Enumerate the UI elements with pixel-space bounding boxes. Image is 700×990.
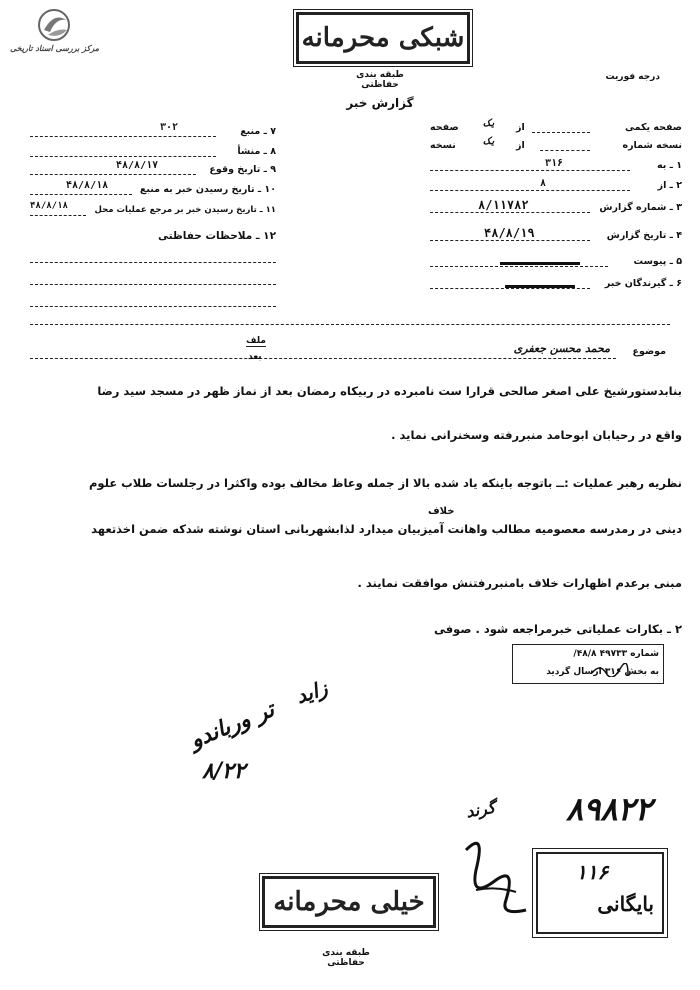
field-line [430, 212, 590, 213]
handwritten-note-2: تر ورباندو [186, 696, 278, 754]
scribble-icon [590, 663, 630, 677]
field-line [30, 194, 132, 195]
handwritten-number: ۸۹۸۲۲ [566, 790, 652, 828]
body-line-1: بنابدستورشیخ علی اصغر صالحی قرارا ست نامبرده در ربیکاه رمضان بعد از نماز ظهر در مسجد سید رضا [97, 384, 682, 398]
watermark-logo [34, 8, 74, 44]
field-line [30, 262, 276, 263]
routing-stamp-line-1: شماره ۴۹۷۳۳ ۴۸/۸/ [573, 649, 659, 659]
subject-value: محمد محسن جعفری [513, 342, 610, 355]
field-label-ops-date: ۱۱ ـ تاریخ رسیدن خبر بر مرجع عملیات محل [94, 205, 276, 215]
routing-stamp-line-2: به بخش ۳۱۶ ارسال گردید [546, 667, 659, 677]
field-label-security-notes: ۱۲ ـ ملاحظات حفاظتی [157, 230, 276, 242]
field-label-from: ۲ ـ از [657, 180, 682, 191]
field-line [430, 240, 590, 241]
field-value-event-date: ۴۸/۸/۱۷ [116, 160, 159, 171]
subject-side-top: ملف [246, 336, 266, 346]
field-value-ops-date: ۴۸/۸/۱۸ [30, 201, 68, 211]
field-line [30, 156, 216, 157]
archive-stamp-box [536, 852, 664, 934]
signature-scribble [456, 830, 536, 920]
field-line [430, 266, 608, 267]
body-line-3: نظریه رهبر عملیات :ــ باتوجه باینکه یاد شده بالا از جمله وعاظ مخالف بوده واکثرا در رجلسات طلاب علوم [88, 476, 682, 490]
field-line [30, 306, 276, 307]
field-label-origin: ۸ ـ منشأ [237, 146, 276, 157]
body-line-4: دینی در رمدرسه معصومیه مطالب واهانت آمیزبیان میدارد لذابشهربانی استان نوشته شدکه ضمن اخذتعهد [91, 522, 682, 536]
field-label-source: ۷ ـ منبع [240, 126, 276, 137]
redaction-mark [505, 285, 575, 288]
field-line [30, 174, 196, 175]
handwritten-signature-text: گرند [464, 797, 497, 822]
field-value-report-date: ۴۸/۸/۱۹ [484, 226, 535, 240]
field-line [430, 190, 630, 191]
field-label-attachment: ۵ ـ پیوست [633, 256, 682, 267]
field-label-report-date: ۴ ـ تاریخ گزارش [606, 230, 682, 241]
field-label-receive-date: ۱۰ ـ تاریخ رسیدن خبر به منبع [139, 184, 276, 195]
field-label-event-date: ۹ ـ تاریخ وقوع [209, 164, 276, 175]
top-classification-stamp: شبکی محرمانه [296, 12, 470, 64]
field-value-from: ۸ [540, 178, 547, 189]
subject-label: موضوع [632, 346, 666, 357]
logo-icon [34, 8, 74, 44]
field-label-copy: نسخه شماره [622, 140, 682, 151]
field-label-page: صفحه یکمی [624, 122, 682, 133]
field-line [430, 288, 590, 289]
field-line [430, 170, 630, 171]
field-value-receive-date: ۴۸/۸/۱۸ [66, 180, 109, 191]
report-title: گزارش خبر [346, 96, 414, 110]
field-line [30, 284, 276, 285]
redaction-mark [500, 262, 580, 265]
field-label-to: ۱ ـ به [656, 160, 682, 171]
archive-box-number: ۱۱۶ [576, 860, 609, 884]
routing-stamp-scribble [590, 662, 630, 676]
section-divider [30, 324, 670, 325]
field-line [30, 136, 216, 137]
body-line-5: مبنی برعدم اظهارات خلاف بامنبررفتنش موافقت نمایند . [357, 576, 682, 590]
field-value-page: یک [484, 118, 497, 129]
classification-label: طبقه بندی حفاظتی [356, 70, 404, 90]
field-label-recipients: ۶ ـ گیرندگان خبر [604, 278, 682, 289]
field-value-to: ۳۱۶ [545, 158, 564, 169]
field-value-copy: یک [484, 136, 497, 147]
field-value-report-number: ۸/۱۱۷۸۲ [478, 198, 529, 212]
field-suffix-page: صفحه [430, 122, 459, 133]
urgency-label: درجه فوریت [605, 72, 660, 82]
signature-icon [456, 830, 536, 920]
subject-line [30, 358, 616, 359]
handwritten-note-1: زاید [293, 675, 331, 709]
footer-classification-label: طبقه بندی حفاظتی [322, 948, 370, 968]
subject-side-bottom: بعد [248, 352, 262, 362]
watermark-text: مرکز بررسی اسناد تاریخی [10, 44, 100, 53]
archive-box-word: بایگانی [597, 892, 654, 916]
field-suffix-copy: نسخه [430, 140, 456, 151]
text-insertion: خلاف [428, 506, 455, 517]
field-line [30, 215, 86, 216]
field-line [532, 132, 590, 133]
body-line-6: ۲ ـ بکارات عملیاتی خبرمراجعه شود . صوفی [433, 622, 682, 636]
field-mid-from2: از [516, 140, 525, 151]
bottom-classification-stamp: خیلی محرمانه [262, 876, 436, 928]
handwritten-date: ۸/۲۲ [202, 758, 246, 784]
field-line [540, 150, 590, 151]
field-value-source: ۳۰۲ [160, 122, 179, 133]
field-label-report-number: ۳ ـ شماره گزارش [599, 202, 682, 213]
routing-stamp-box [512, 644, 664, 684]
field-mid-from: از [516, 122, 525, 133]
body-line-2: واقع در رحیابان ابوحامد منبررفته وسخنرانی نماید . [391, 428, 682, 442]
